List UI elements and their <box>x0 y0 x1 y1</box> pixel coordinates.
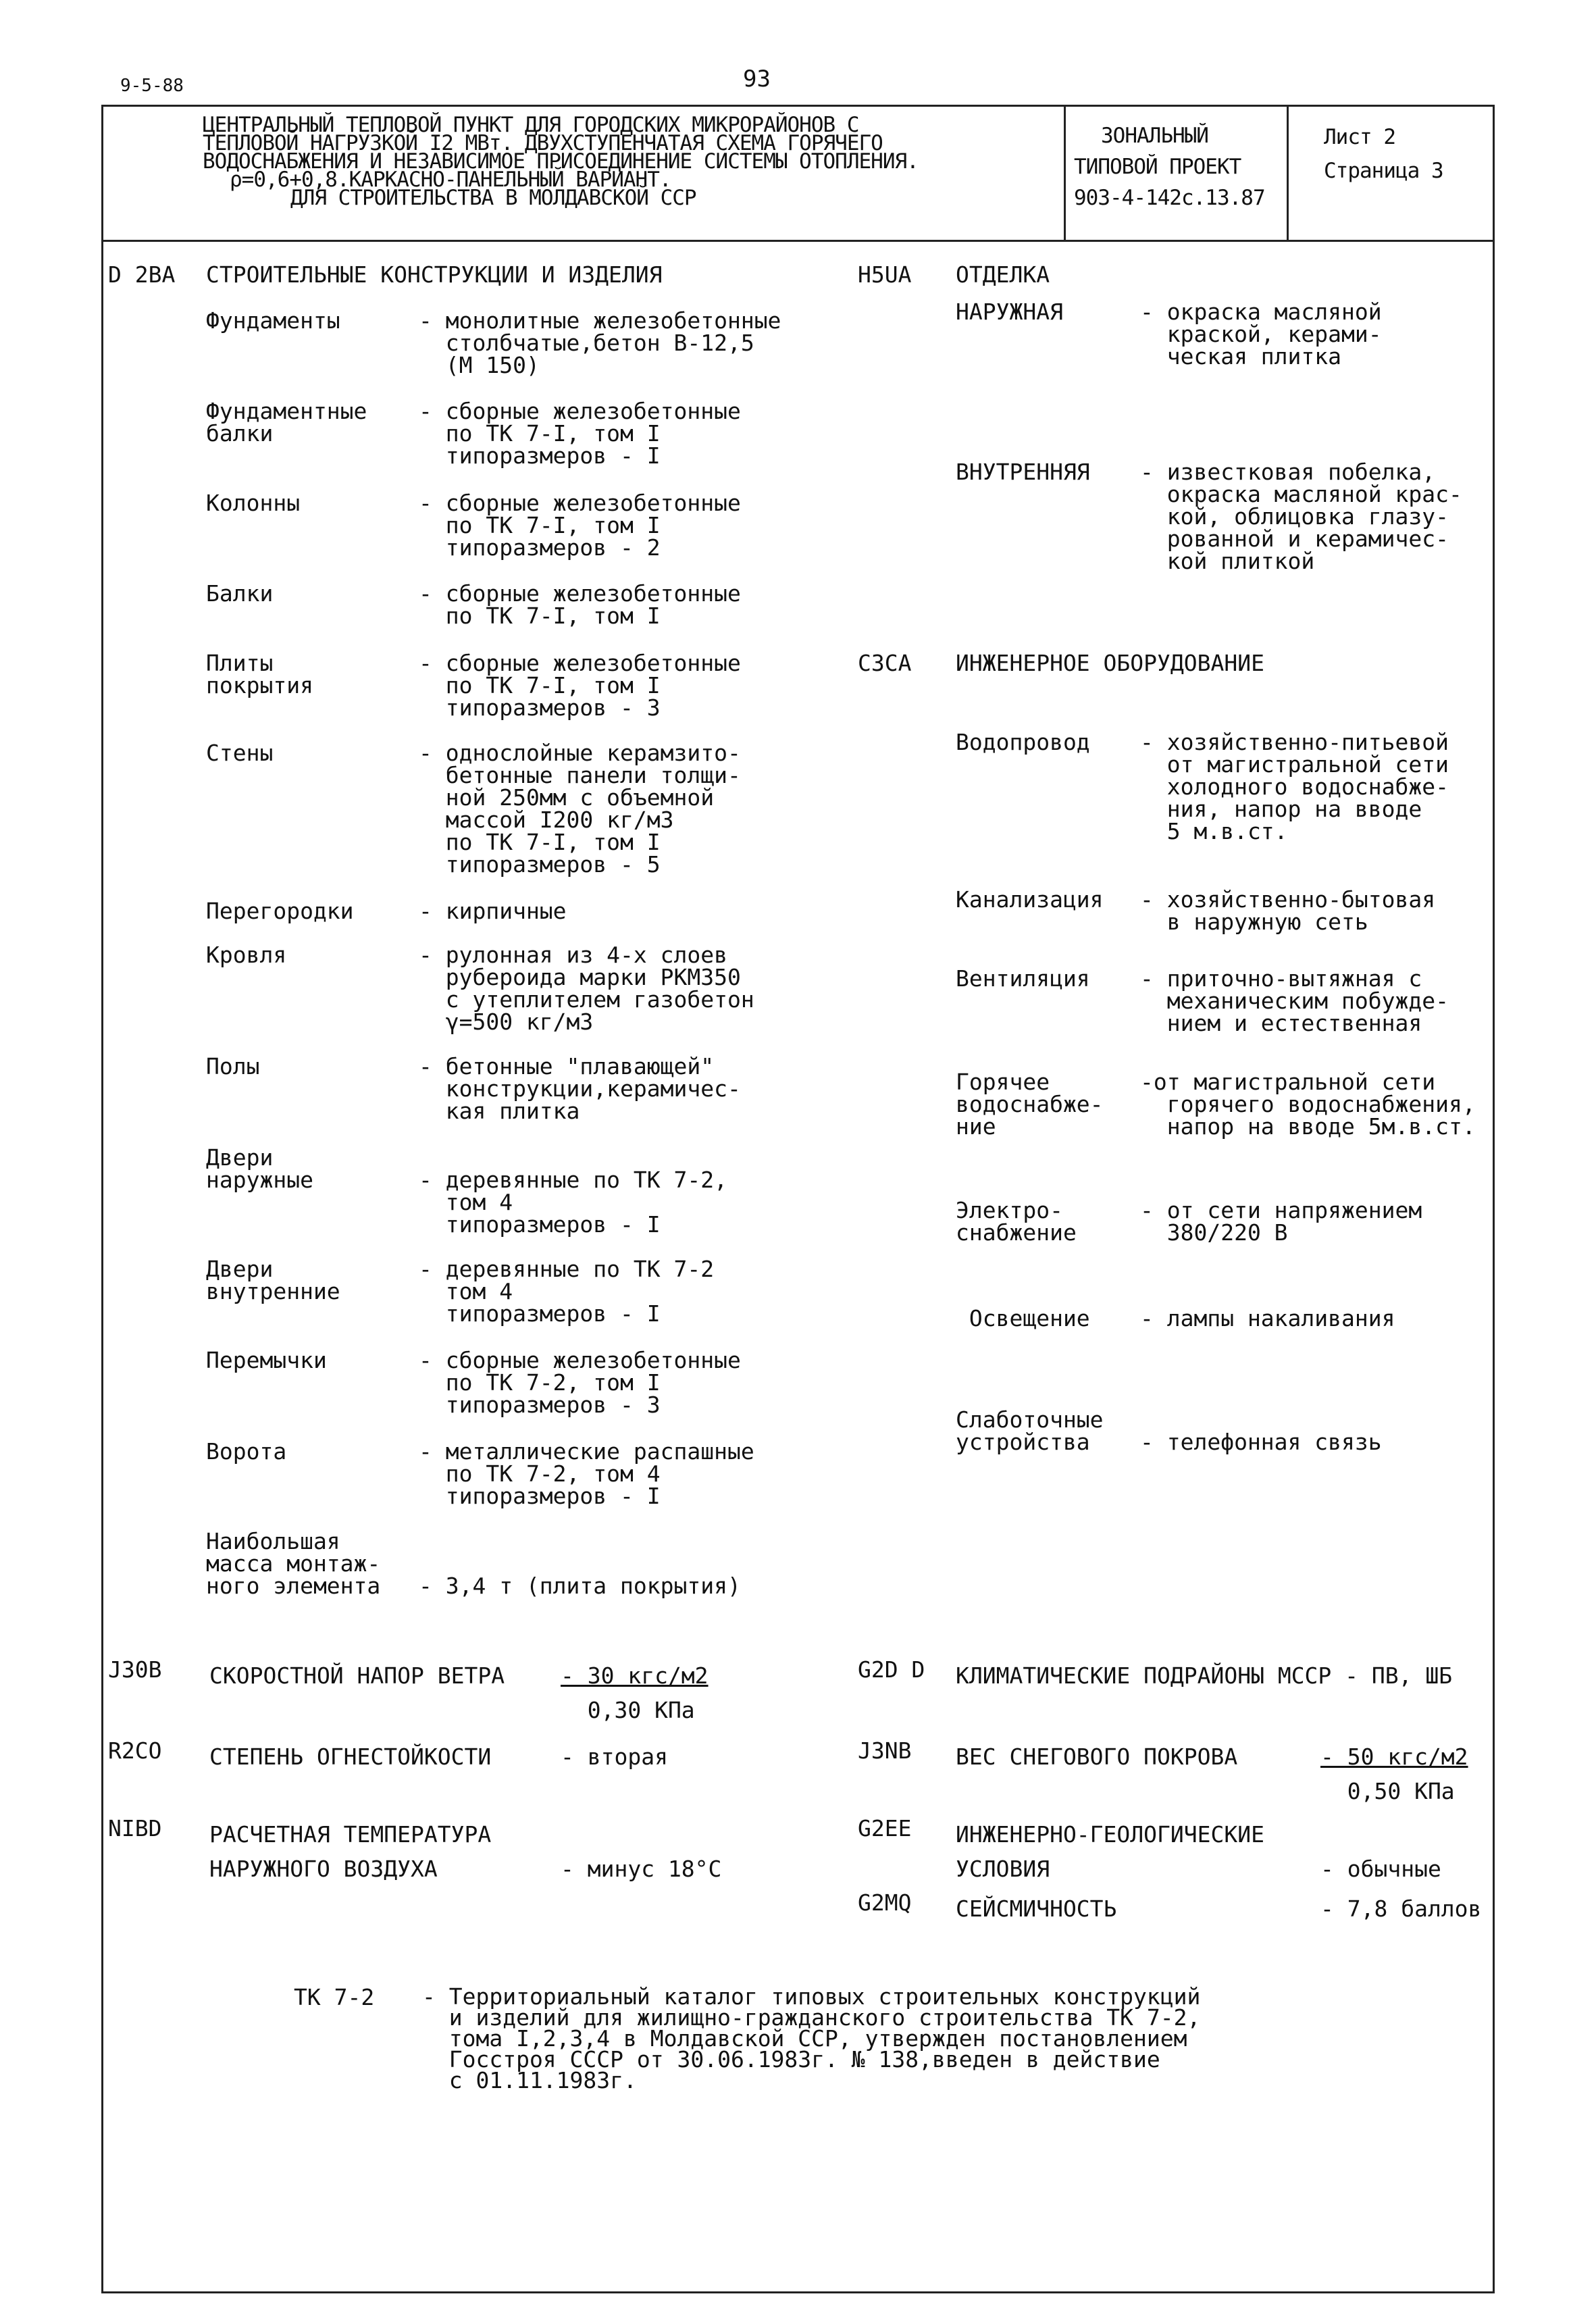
param-code: NIBD <box>108 1815 162 1841</box>
item-value-line: - бетонные "плавающей" <box>419 1053 715 1079</box>
param-value <box>1320 1739 1468 1808</box>
item-value-line: горячего водоснабжения, <box>1140 1091 1476 1117</box>
param-label-line: ВЕС СНЕГОВОГО ПОКРОВА <box>956 1744 1238 1770</box>
item-value-line: типоразмеров - 2 <box>419 534 661 561</box>
item-value-line: столбчатые,бетон В-12,5 <box>419 330 754 356</box>
item-name-line: Перегородки <box>206 898 354 924</box>
param-label-line: РАСЧЕТНАЯ ТЕМПЕРАТУРА <box>209 1821 492 1848</box>
item-value-line: по ТК 7-I, том I <box>419 420 661 447</box>
footnote-line: - Территориальный каталог типовых строительных конструкций <box>422 1983 1201 2010</box>
item-value-line <box>419 1530 741 1552</box>
param-label-line: КЛИМАТИЧЕСКИЕ ПОДРАЙОНЫ МССР - ПВ, ШБ <box>956 1662 1453 1689</box>
item-value <box>1140 461 1462 572</box>
section-heading: СТРОИТЕЛЬНЫЕ КОНСТРУКЦИИ И ИЗДЕЛИЯ <box>206 261 663 288</box>
item-value-line <box>419 1552 741 1575</box>
param-value <box>1320 1891 1481 1926</box>
item-name-line: Наибольшая <box>206 1528 340 1554</box>
param-label-line: СКОРОСТНОЙ НАПОР ВЕТРА <box>209 1662 505 1689</box>
item-name <box>206 944 286 966</box>
item-value <box>1140 1408 1382 1453</box>
footnote-term: ТК 7-2 <box>294 1984 375 2010</box>
section-heading: ИНЖЕНЕРНОЕ ОБОРУДОВАНИЕ <box>956 650 1264 676</box>
param-value <box>561 1658 709 1727</box>
item-value-line: кая плитка <box>419 1098 580 1124</box>
param-code: R2CO <box>108 1737 162 1764</box>
item-value <box>1140 1307 1395 1329</box>
item-name <box>206 1055 259 1077</box>
item-name <box>206 1349 327 1371</box>
param-value <box>561 1817 721 1886</box>
title-line: ДЛЯ СТРОИТЕЛЬСТВА В МОЛДАВСКОЙ ССР <box>290 186 696 210</box>
item-name-line: Водопровод <box>956 729 1090 755</box>
item-name <box>956 301 1063 323</box>
param-label <box>956 1817 1264 1886</box>
item-value-line: по ТК 7-I, том I <box>419 512 661 538</box>
title-block-vdivider-2 <box>1287 105 1289 240</box>
item-value-line: - металлические распашные <box>419 1438 754 1465</box>
item-value-line: с утеплителем газобетон <box>419 986 754 1013</box>
item-value-line: типоразмеров - I <box>419 1483 661 1509</box>
item-value-line: - сборные железобетонные <box>419 650 741 676</box>
item-value-line: - окраска масляной <box>1140 299 1382 325</box>
item-name <box>956 1408 1104 1453</box>
item-name <box>956 1199 1077 1244</box>
item-value-line: 5 м.в.ст. <box>1140 818 1288 844</box>
title-block-title <box>203 113 919 210</box>
item-name <box>206 1440 286 1463</box>
item-value-line: - деревянные по ТК 7-2 <box>419 1256 715 1282</box>
item-name-line: Фундаменты <box>206 307 340 334</box>
title-block-divider <box>101 240 1495 242</box>
item-name-line: Перемычки <box>206 1347 327 1373</box>
item-value <box>419 1349 741 1416</box>
item-name-line: наружные <box>206 1167 313 1193</box>
item-value-line: ния, напор на вводе <box>1140 796 1422 822</box>
item-value <box>419 652 741 719</box>
param-value <box>1320 1817 1441 1886</box>
title-line: ЦЕНТРАЛЬНЫЙ ТЕПЛОВОЙ ПУНКТ ДЛЯ ГОРОДСКИХ МИКРОРАЙОНОВ С <box>203 113 859 137</box>
item-value-line: по ТК 7-I, том I <box>419 829 661 855</box>
title-line: ρ=0,6+0,8.КАРКАСНО-ПАНЕЛЬНЫЙ ВАРИАНТ. <box>230 168 671 192</box>
item-name <box>206 1530 380 1597</box>
item-name-line: Двери <box>206 1256 274 1282</box>
item-value <box>419 1055 741 1122</box>
item-name <box>956 731 1090 753</box>
item-name <box>956 888 1104 911</box>
item-value-line: кой, облицовка глазу- <box>1140 503 1449 530</box>
title-block-project <box>1074 120 1265 213</box>
item-value-line: типоразмеров - I <box>419 1300 661 1327</box>
item-name-line: устройства <box>956 1429 1090 1455</box>
item-value <box>419 400 741 467</box>
item-value-line: том 4 <box>419 1189 513 1215</box>
item-value <box>419 740 741 878</box>
item-name <box>956 1071 1104 1138</box>
item-value-line: рубероида марки РКМ350 <box>419 964 741 990</box>
section-code: D 2BA <box>108 261 176 288</box>
param-value-line: - 7,8 баллов <box>1320 1896 1482 1922</box>
item-value-line: -от магистральной сети <box>1140 1069 1436 1095</box>
project-code: 903-4-142с.13.87 <box>1074 186 1265 210</box>
item-name-line: Фундаментные <box>206 398 367 424</box>
param-value-line: - минус 18°С <box>561 1856 722 1882</box>
item-value-line <box>419 1146 727 1169</box>
item-value-line: - кирпичные <box>419 898 567 924</box>
footnote-text <box>422 1983 1201 2093</box>
item-value-line: - телефонная связь <box>1140 1429 1382 1455</box>
item-name <box>206 309 340 332</box>
item-value-line: - деревянные по ТК 7-2, <box>419 1167 727 1193</box>
title-line: ВОДОСНАБЖЕНИЯ И НЕЗАВИСИМОЕ ПРИСОЕДИНЕНИЕ СИСТЕМЫ ОТОПЛЕНИЯ. <box>203 149 919 174</box>
item-name <box>956 461 1090 483</box>
param-code: J30B <box>108 1656 162 1683</box>
section-code: C3CA <box>858 650 912 676</box>
item-value <box>1140 299 1382 370</box>
item-name-line: масса монтаж- <box>206 1550 381 1577</box>
item-name <box>206 582 273 605</box>
param-value-line <box>1320 1817 1441 1852</box>
param-value-line: 0,30 КПа <box>561 1697 695 1723</box>
item-name-line: ного элемента <box>206 1573 381 1599</box>
item-name-line: Горячее <box>956 1069 1050 1095</box>
item-name <box>206 398 367 447</box>
item-value-line: том 4 <box>419 1278 513 1304</box>
project-line: ЗОНАЛЬНЫЙ <box>1101 124 1208 148</box>
item-name-line: Плиты <box>206 650 274 676</box>
item-value-line: по ТК 7-2, том I <box>419 1369 661 1396</box>
param-label <box>209 1817 491 1886</box>
section-heading: ОТДЕЛКА <box>956 261 1050 288</box>
param-value <box>561 1739 668 1774</box>
item-value-line: типоразмеров - I <box>419 442 661 469</box>
item-name-line: Стены <box>206 740 274 766</box>
item-value-line: по ТК 7-I, том I <box>419 672 661 698</box>
item-name-line: Балки <box>206 580 274 607</box>
item-value <box>419 1440 754 1507</box>
item-name <box>206 900 354 922</box>
item-value-line: - известковая побелка, <box>1140 459 1436 485</box>
item-value <box>419 900 567 922</box>
project-line: ТИПОВОЙ ПРОЕКТ <box>1074 155 1241 179</box>
item-value-line: холодного водоснабже- <box>1140 773 1449 800</box>
item-name-line: Освещение <box>956 1305 1090 1331</box>
item-value-line: ной 250мм с объемной <box>419 784 715 811</box>
item-value <box>419 1530 741 1597</box>
item-name-line: балки <box>206 420 274 447</box>
item-value-line: рованной и керамичес- <box>1140 526 1449 552</box>
item-value-line: - хозяйственно-питьевой <box>1140 729 1449 755</box>
item-value-line: бетонные панели толщи- <box>419 762 741 788</box>
item-name-line: Колонны <box>206 490 301 516</box>
item-name-line: НАРУЖНАЯ <box>956 299 1063 325</box>
item-name-line: ние <box>956 1113 996 1140</box>
section-code: H5UA <box>858 261 912 288</box>
item-value-line: - 3,4 т (плита покрытия) <box>419 1573 741 1599</box>
item-value-line: - однослойные керамзито- <box>419 740 741 766</box>
item-name <box>206 1146 313 1191</box>
title-block-vdivider-1 <box>1064 105 1066 240</box>
param-value-line <box>561 1817 721 1852</box>
item-value-line: по ТК 7-I, том I <box>419 603 661 629</box>
param-label-line: НАРУЖНОГО ВОЗДУХА <box>209 1856 438 1882</box>
item-value-line: - сборные железобетонные <box>419 580 741 607</box>
item-name-line: Канализация <box>956 886 1104 913</box>
item-name-line: Ворота <box>206 1438 287 1465</box>
item-name-line: снабжение <box>956 1219 1077 1246</box>
footnote-line: и изделий для жилищно-гражданского строительства ТК 7-2, <box>422 2004 1201 2031</box>
item-value <box>1140 731 1449 842</box>
item-value-line: кой плиткой <box>1140 548 1315 574</box>
item-value <box>1140 888 1435 933</box>
item-name <box>206 1258 340 1302</box>
item-value <box>419 944 754 1033</box>
param-label-line: ИНЖЕНЕРНО-ГЕОЛОГИЧЕСКИЕ <box>956 1821 1264 1848</box>
item-value <box>419 1146 727 1236</box>
item-value <box>419 1258 714 1325</box>
item-value-line: от магистральной сети <box>1140 751 1449 778</box>
item-value-line: механическим побужде- <box>1140 988 1449 1014</box>
item-name-line: Вентиляция <box>956 965 1090 992</box>
item-value-line: γ=500 кг/м3 <box>419 1009 594 1035</box>
item-value-line <box>1140 1408 1382 1431</box>
item-value-line: - приточно-вытяжная с <box>1140 965 1422 992</box>
param-value-line: 0,50 КПа <box>1320 1778 1455 1804</box>
param-label-line: УСЛОВИЯ <box>956 1856 1050 1882</box>
item-value-line: - рулонная из 4-х слоев <box>419 942 727 968</box>
item-value-line: в наружную сеть <box>1140 909 1368 935</box>
item-value-line: напор на вводе 5м.в.ст. <box>1140 1113 1476 1140</box>
item-value <box>419 309 781 376</box>
item-name-line: ВНУТРЕННЯЯ <box>956 459 1090 485</box>
item-value-line: краской, керами- <box>1140 321 1382 347</box>
title-block-sheet <box>1324 120 1443 188</box>
param-value-line: - 50 кгс/м2 <box>1320 1744 1468 1770</box>
item-name <box>206 742 273 764</box>
item-value-line: типоразмеров - 5 <box>419 851 661 878</box>
item-value-line: - хозяйственно-бытовая <box>1140 886 1436 913</box>
item-name-line: водоснабже- <box>956 1091 1104 1117</box>
item-value-line: - от сети напряжением <box>1140 1197 1422 1223</box>
param-value-line: - вторая <box>561 1744 668 1770</box>
item-name <box>956 967 1090 990</box>
item-value-line: 380/220 В <box>1140 1219 1288 1246</box>
item-value <box>1140 1071 1476 1138</box>
item-value-line: массой I200 кг/м3 <box>419 807 674 833</box>
item-value-line: окраска масляной крас- <box>1140 481 1462 507</box>
item-value-line: нием и естественная <box>1140 1010 1422 1036</box>
footnote-line: тома I,2,3,4 в Молдавской ССР, утвержден постановлением <box>422 2025 1187 2052</box>
item-value-line: - сборные железобетонные <box>419 490 741 516</box>
item-value-line: - монолитные железобетонные <box>419 307 781 334</box>
item-name-line: покрытия <box>206 672 313 698</box>
item-name <box>206 652 313 696</box>
item-name-line: внутренние <box>206 1278 340 1304</box>
item-name <box>206 492 300 514</box>
item-name-line: Двери <box>206 1144 274 1171</box>
footnote-line: Госстроя СССР от 30.06.1983г. № 138,введен в действие <box>422 2046 1160 2073</box>
item-value-line: конструкции,керамичес- <box>419 1075 741 1102</box>
item-value <box>419 582 741 627</box>
item-value-line: типоразмеров - I <box>419 1211 661 1238</box>
item-value-line: (М 150) <box>419 352 540 378</box>
item-name-line: Электро- <box>956 1197 1063 1223</box>
corner-code: 9-5-88 <box>120 76 184 96</box>
param-code: G2EE <box>858 1815 912 1841</box>
item-value <box>419 492 741 559</box>
param-label <box>956 1658 1452 1693</box>
item-name-line: Полы <box>206 1053 260 1079</box>
item-value <box>1140 967 1449 1034</box>
param-code: G2D D <box>858 1656 925 1683</box>
item-value-line: - сборные железобетонные <box>419 1347 741 1373</box>
footnote-line: с 01.11.1983г. <box>422 2067 637 2093</box>
item-value-line: ческая плитка <box>1140 343 1342 370</box>
param-code: J3NB <box>858 1737 912 1764</box>
page-number: 93 <box>743 66 771 93</box>
sheet-label: Лист 2 <box>1324 125 1395 149</box>
item-value-line: по ТК 7-2, том 4 <box>419 1460 661 1487</box>
item-name-line: Слаботочные <box>956 1406 1104 1433</box>
item-name <box>956 1307 1090 1329</box>
title-line: ТЕПЛОВОЙ НАГРУЗКОЙ I2 МВт. ДВУХСТУПЕНЧАТАЯ СХЕМА ГОРЯЧЕГО <box>203 131 883 155</box>
param-value-line: - обычные <box>1320 1856 1441 1882</box>
item-value-line: - лампы накаливания <box>1140 1305 1395 1331</box>
param-value-line: - 30 кгс/м2 <box>561 1662 709 1689</box>
item-value <box>1140 1199 1422 1244</box>
item-value-line: типоразмеров - 3 <box>419 694 661 721</box>
param-label-line: СТЕПЕНЬ ОГНЕСТОЙКОСТИ <box>209 1744 492 1770</box>
param-label-line: СЕЙСМИЧНОСТЬ <box>956 1896 1117 1922</box>
param-label <box>956 1891 1116 1926</box>
param-label <box>209 1658 505 1693</box>
param-label <box>209 1739 491 1774</box>
item-value-line: типоразмеров - 3 <box>419 1392 661 1418</box>
page-label: Страница 3 <box>1324 159 1443 183</box>
item-value-line: - сборные железобетонные <box>419 398 741 424</box>
param-code: G2MQ <box>858 1889 912 1916</box>
param-label <box>956 1739 1237 1774</box>
item-name-line: Кровля <box>206 942 287 968</box>
